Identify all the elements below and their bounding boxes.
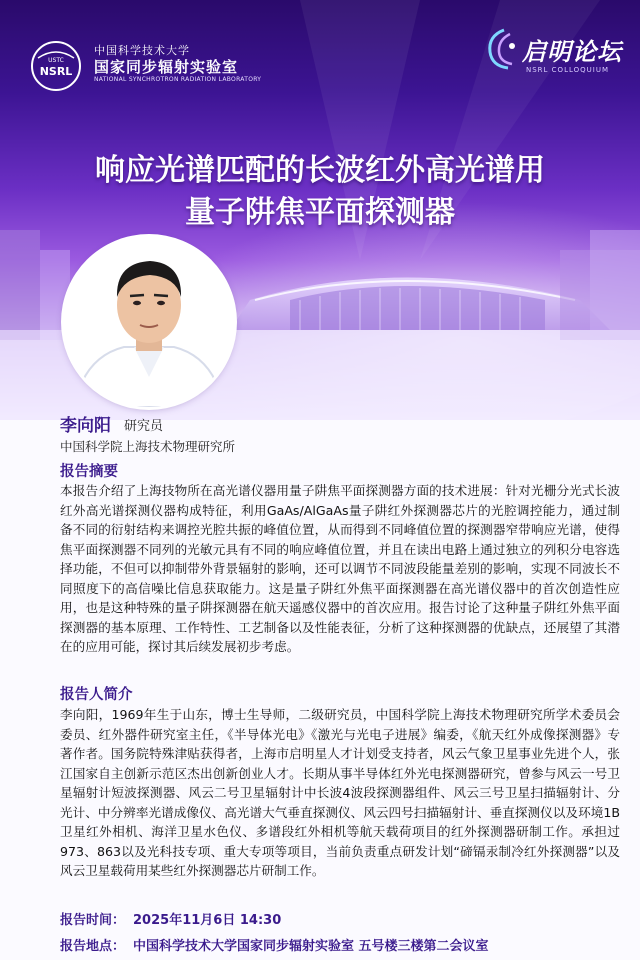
event-place bbox=[60, 935, 489, 954]
abstract-heading: 报告摘要 bbox=[60, 464, 118, 480]
talk-title-line2: 量子阱焦平面探测器 bbox=[185, 195, 455, 230]
talk-title-line1: 响应光谱匹配的长波红外高光谱用 bbox=[95, 153, 545, 188]
colloquium-title-en: NSRL COLLOQUIUM bbox=[526, 66, 609, 74]
colloquium-title: 启明论坛 bbox=[522, 38, 622, 66]
speaker-photo bbox=[64, 237, 234, 407]
colloquium-logo-icon bbox=[482, 26, 522, 72]
nsrl-logo-icon bbox=[30, 40, 82, 92]
event-place-value: 中国科学技术大学国家同步辐射实验室 五号楼三楼第二会议室 bbox=[133, 939, 489, 954]
institution-name: 中国科学技术大学 bbox=[94, 44, 190, 57]
biography-heading: 报告人简介 bbox=[60, 687, 133, 703]
lab-name: 国家同步辐射实验室 bbox=[94, 58, 239, 76]
speaker-organization: 中国科学院上海技术物理研究所 bbox=[60, 439, 236, 454]
logo-text-main: NSRL bbox=[39, 65, 73, 78]
speaker-portrait-icon bbox=[64, 237, 234, 407]
speaker-title: 研究员 bbox=[124, 419, 164, 434]
event-time bbox=[60, 909, 281, 928]
biography-text: 李向阳，1969年生于山东，博士生导师，二级研究员，中国科学院上海技术物理研究所学术委员会委员、红外器件研究室主任，《半导体光电》《激光与光电子进展》编委，《航天红外成像探测器》专著作者。国务院特殊津贴获得者，上海市启明星人才计划受支持者，风云气象卫星事业先进个人，张江国家自主创新示范区杰出创新创业人才。长期从事半导体红外光电探测器研究，曾参与风云一号卫星辐射计短波探测器、风云二号卫星辐射计中长波4波段探测器组件、风云三号卫星扫描辐射计、分光计、中分辨率光谱成像仪、高光谱大气垂直探测仪、风云四号扫描辐射计、垂直探测仪以及环境1B卫星红外相机、海洋卫星水色仪、多谱段红外相机等航天载荷项目的红外探测器研制工作。承担过973、863以及光科技专项、重大专项等项目，当前负责重点研发计划“碲镉汞制冷红外探测器”以及风云卫星载荷用某些红外探测器芯片研制工作。 bbox=[60, 707, 620, 878]
speaker-name: 李向阳 bbox=[60, 416, 111, 436]
talk-title bbox=[0, 150, 640, 234]
logo-text-top: USTC bbox=[48, 57, 64, 64]
event-place-label: 报告地点： bbox=[60, 939, 126, 954]
abstract-text: 本报告介绍了上海技物所在高光谱仪器用量子阱焦平面探测器方面的技术进展：针对光栅分光式长波红外高光谱探测仪器构成特征，利用GaAs/AlGaAs量子阱红外探测器芯片的光腔调控能力，通过制备不同的衍射结构来调控光腔共振的峰值位置，从而得到不同峰值位置的探测器窄带响应光谱，使得焦平面探测器不同列的光敏元具有不同的响应峰值位置，并且在读出电路上通过独立的列积分电容选择功能，不但可以抑制带外背景辐射的影响，还可以调节不同波段能量差别的影响，实现不同波长不同照度下的高信噪比信息获取能力。这是量子阱红外焦平面探测器在高光谱仪器中的首次创造性应用，也是这种特殊的量子阱探测器在航天遥感仪器中的首次应用。报告讨论了这种量子阱红外焦平面探测器的基本原理、工作特性、工艺制备以及性能表征，分析了这种探测器的优缺点，还展望了其潜在的应用可能，探讨其后续发展初步考虑。 bbox=[60, 483, 620, 654]
event-time-value: 2025年11月6日 14:30 bbox=[133, 913, 282, 928]
lab-name-en: NATIONAL SYNCHROTRON RADIATION LABORATORY bbox=[94, 76, 262, 83]
event-time-label: 报告时间： bbox=[60, 913, 126, 928]
